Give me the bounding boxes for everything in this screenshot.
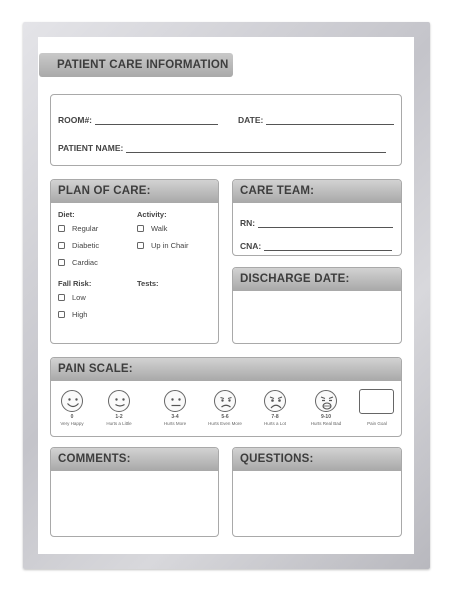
pain-level-caption: Very Happy — [60, 421, 84, 426]
diet-option-regular[interactable]: Regular — [58, 224, 98, 233]
room-field[interactable] — [58, 115, 218, 125]
questions-header: QUESTIONS: — [233, 448, 401, 471]
pain-level-num: 7-8 — [271, 414, 279, 420]
date-field[interactable] — [238, 115, 394, 125]
room-line[interactable] — [95, 117, 218, 125]
rn-field[interactable] — [240, 218, 393, 228]
patient-info-panel — [50, 94, 402, 166]
date-label: DATE: — [238, 115, 264, 125]
pain-level-caption: Hurts More — [163, 421, 187, 426]
diet-option-diabetic[interactable]: Diabetic — [58, 241, 99, 250]
pain-level-caption: Hurts a Lot — [263, 421, 286, 426]
diet-option-cardiac[interactable]: Cardiac — [58, 258, 98, 267]
comments-header: COMMENTS: — [51, 448, 218, 471]
face-crying-icon — [315, 390, 337, 412]
questions-panel[interactable] — [232, 447, 402, 537]
comments-panel[interactable] — [50, 447, 219, 537]
checkbox[interactable] — [137, 225, 144, 232]
pain-goal-caption: Pain Goal — [367, 421, 387, 426]
checkbox[interactable] — [58, 225, 65, 232]
checkbox[interactable] — [58, 259, 65, 266]
face-slight-smile-icon — [108, 390, 130, 412]
date-line[interactable] — [266, 117, 394, 125]
patient-name-label: PATIENT NAME: — [58, 143, 124, 153]
cna-label: CNA: — [240, 241, 262, 251]
checkbox[interactable] — [137, 242, 144, 249]
face-frown-icon — [214, 390, 236, 412]
pain-level-num: 3-4 — [171, 414, 179, 420]
fall-option-high[interactable]: High — [58, 310, 87, 319]
room-label: ROOM#: — [58, 115, 92, 125]
patient-name-line[interactable] — [126, 145, 386, 153]
cna-field[interactable] — [240, 241, 392, 251]
pain-level-caption: Hurts a Little — [106, 421, 132, 426]
tests-label: Tests: — [137, 279, 159, 288]
pain-level-num: 9-10 — [320, 414, 331, 420]
activity-option-up-in-chair[interactable]: Up in Chair — [137, 241, 189, 250]
pain-goal-box[interactable] — [359, 389, 394, 414]
pain-level-caption: Hurts Even More — [208, 421, 242, 426]
pain-level-caption: Hurts Real Bad — [310, 421, 342, 426]
fall-risk-label: Fall Risk: — [58, 279, 92, 288]
pain-level-num: 1-2 — [115, 414, 123, 420]
fall-option-low[interactable]: Low — [58, 293, 86, 302]
pain-level-num: 5-6 — [221, 414, 229, 420]
pain-scale-header: PAIN SCALE: — [51, 358, 401, 381]
diet-label: Diet: — [58, 210, 75, 219]
face-sad-icon — [264, 390, 286, 412]
face-smile-icon — [61, 390, 83, 412]
rn-line[interactable] — [258, 220, 393, 228]
activity-option-walk[interactable]: Walk — [137, 224, 167, 233]
checkbox[interactable] — [58, 311, 65, 318]
patient-name-field[interactable] — [58, 143, 386, 153]
face-neutral-icon — [164, 390, 186, 412]
cna-line[interactable] — [264, 243, 392, 251]
plan-of-care-header: PLAN OF CARE: — [51, 180, 218, 203]
rn-label: RN: — [240, 218, 256, 228]
discharge-date-header: DISCHARGE DATE: — [233, 268, 401, 291]
checkbox[interactable] — [58, 294, 65, 301]
page-title: PATIENT CARE INFORMATION — [39, 53, 233, 77]
care-team-header: CARE TEAM: — [233, 180, 401, 203]
checkbox[interactable] — [58, 242, 65, 249]
pain-level-num: 0 — [70, 414, 74, 420]
activity-label: Activity: — [137, 210, 167, 219]
discharge-date-panel[interactable] — [232, 267, 402, 344]
